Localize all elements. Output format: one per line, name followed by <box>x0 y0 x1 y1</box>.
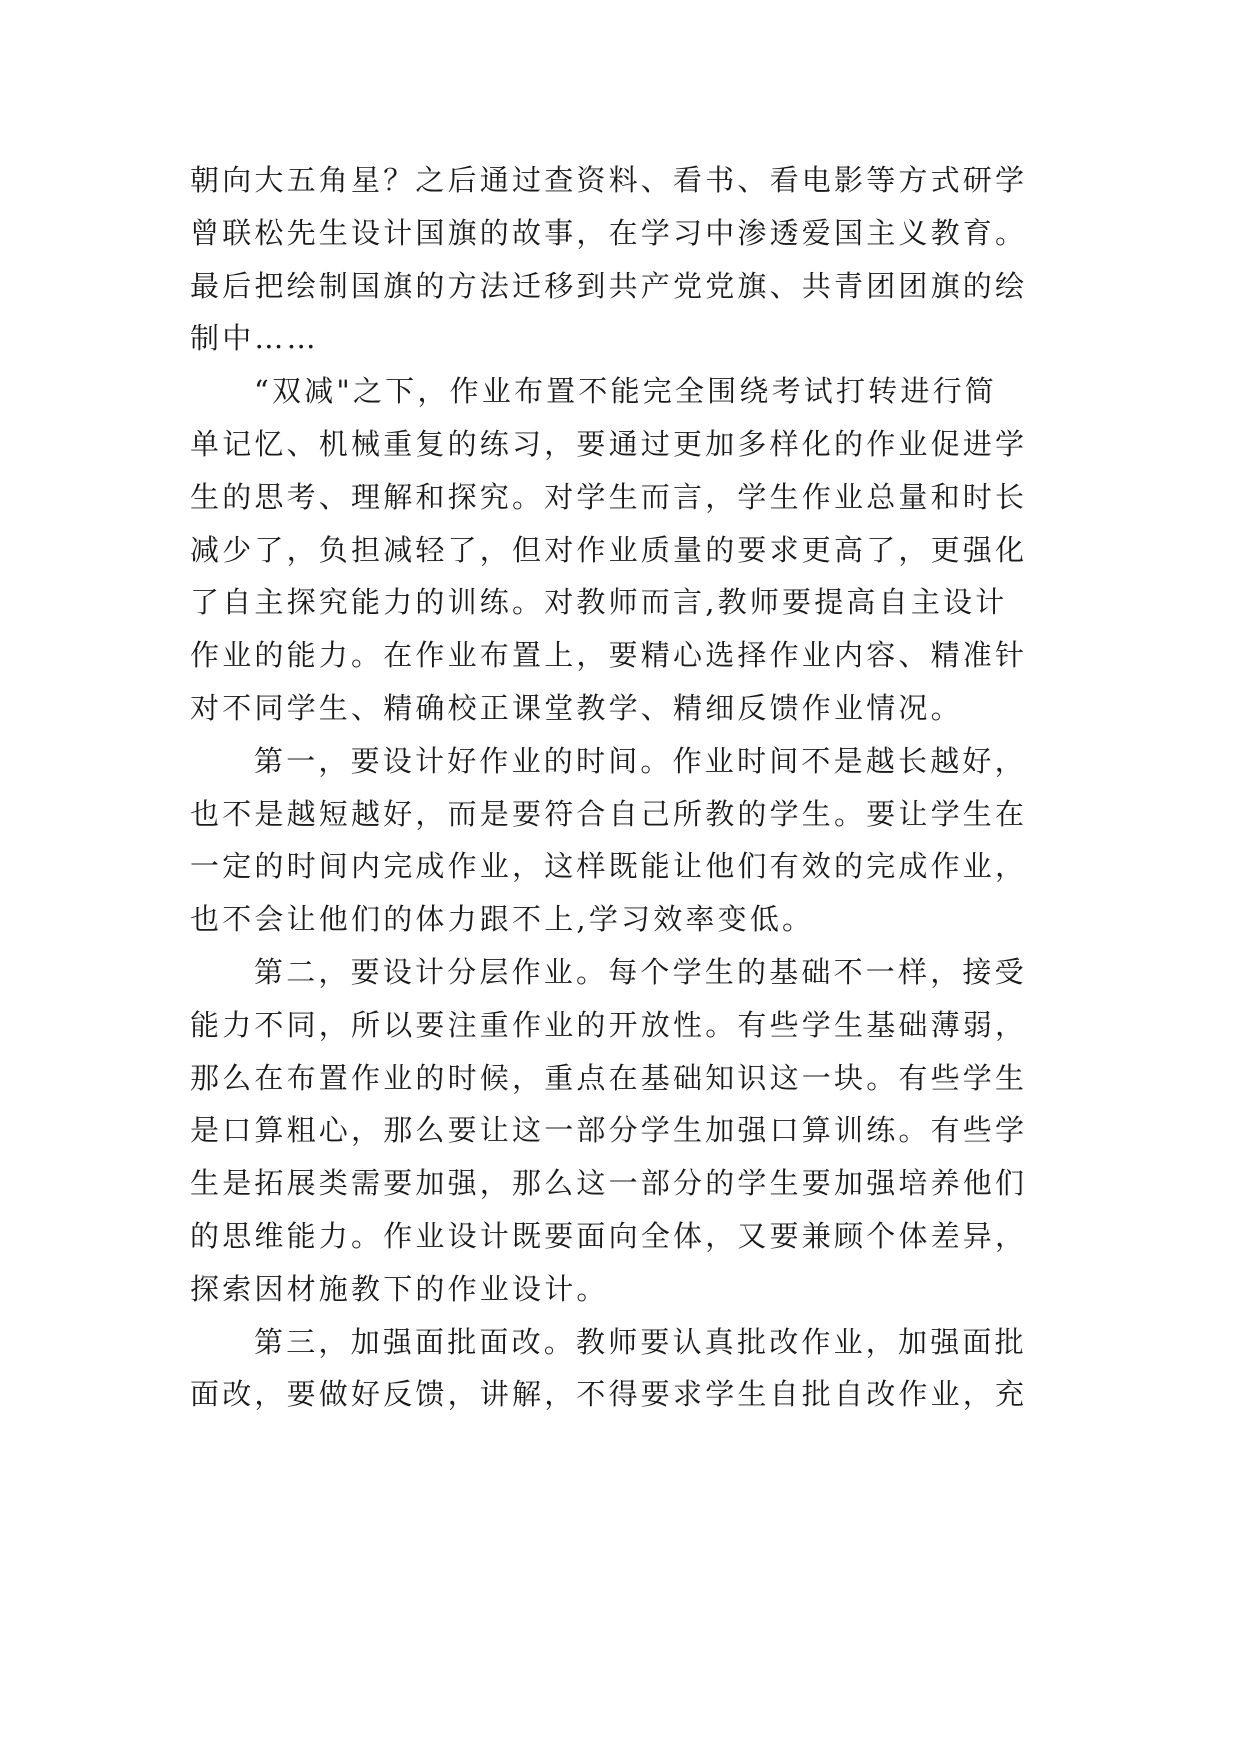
text-line: 探索因材施教下的作业设计。 <box>190 1271 609 1306</box>
text-line: 朝向大五角星？之后通过查资料、看书、看电影等方式研学 <box>190 163 1028 197</box>
text-line: 能力不同，所以要注重作业的开放性。有些学生基础薄弱， <box>190 1007 1028 1042</box>
text-line: 是口算粗心，那么要让这一部分学生加强口算训练。有些学 <box>190 1113 1028 1148</box>
text-line: 生的思考、理解和探究。对学生而言，学生作业总量和时长 <box>190 479 1028 514</box>
paragraph-first-line: 第一，要设计好作业的时间。作业时间不是越长越好， <box>254 743 1027 778</box>
text-line: 了自主探究能力的训练。对教师而言,教师要提高自主设计 <box>190 585 1008 620</box>
paragraph-first-line: 第二，要设计分层作业。每个学生的基础不一样，接受 <box>254 954 1027 989</box>
text-line: 一定的时间内完成作业，这样既能让他们有效的完成作业， <box>190 849 1028 884</box>
text-line: 面改，要做好反馈，讲解，不得要求学生自批自改作业，充 <box>190 1377 1028 1412</box>
text-line: 最后把绘制国旗的方法迁移到共产党党旗、共青团团旗的绘 <box>190 268 1028 303</box>
text-line: 对不同学生、精确校正课堂教学、精细反馈作业情况。 <box>190 690 963 725</box>
paragraph-first-line: “双减"之下，作业布置不能完全围绕考试打转进行简 <box>254 374 997 409</box>
text-line: 也不是越短越好，而是要符合自己所教的学生。要让学生在 <box>190 796 1028 831</box>
body-text <box>190 154 1050 1421</box>
text-line: 的思维能力。作业设计既要面向全体，又要兼顾个体差异， <box>190 1218 1028 1253</box>
text-line: 那么在布置作业的时候，重点在基础知识这一块。有些学生 <box>190 1060 1028 1095</box>
text-line: 生是拓展类需要加强，那么这一部分的学生要加强培养他们 <box>190 1166 1028 1201</box>
text-line: 作业的能力。在作业布置上，要精心选择作业内容、精准针 <box>190 638 1028 673</box>
text-line: 减少了，负担减轻了，但对作业质量的要求更高了，更强化 <box>190 532 1028 567</box>
text-line: 也不会让他们的体力跟不上,学习效率变低。 <box>190 902 815 937</box>
text-line: 曾联松先生设计国旗的故事，在学习中渗透爱国主义教育。 <box>190 215 1028 250</box>
text-line: 制中…… <box>190 321 319 356</box>
paragraph-first-line: 第三，加强面批面改。教师要认真批改作业，加强面批 <box>254 1324 1027 1359</box>
text-line: 单记忆、机械重复的练习，要通过更加多样化的作业促进学 <box>190 426 1028 461</box>
